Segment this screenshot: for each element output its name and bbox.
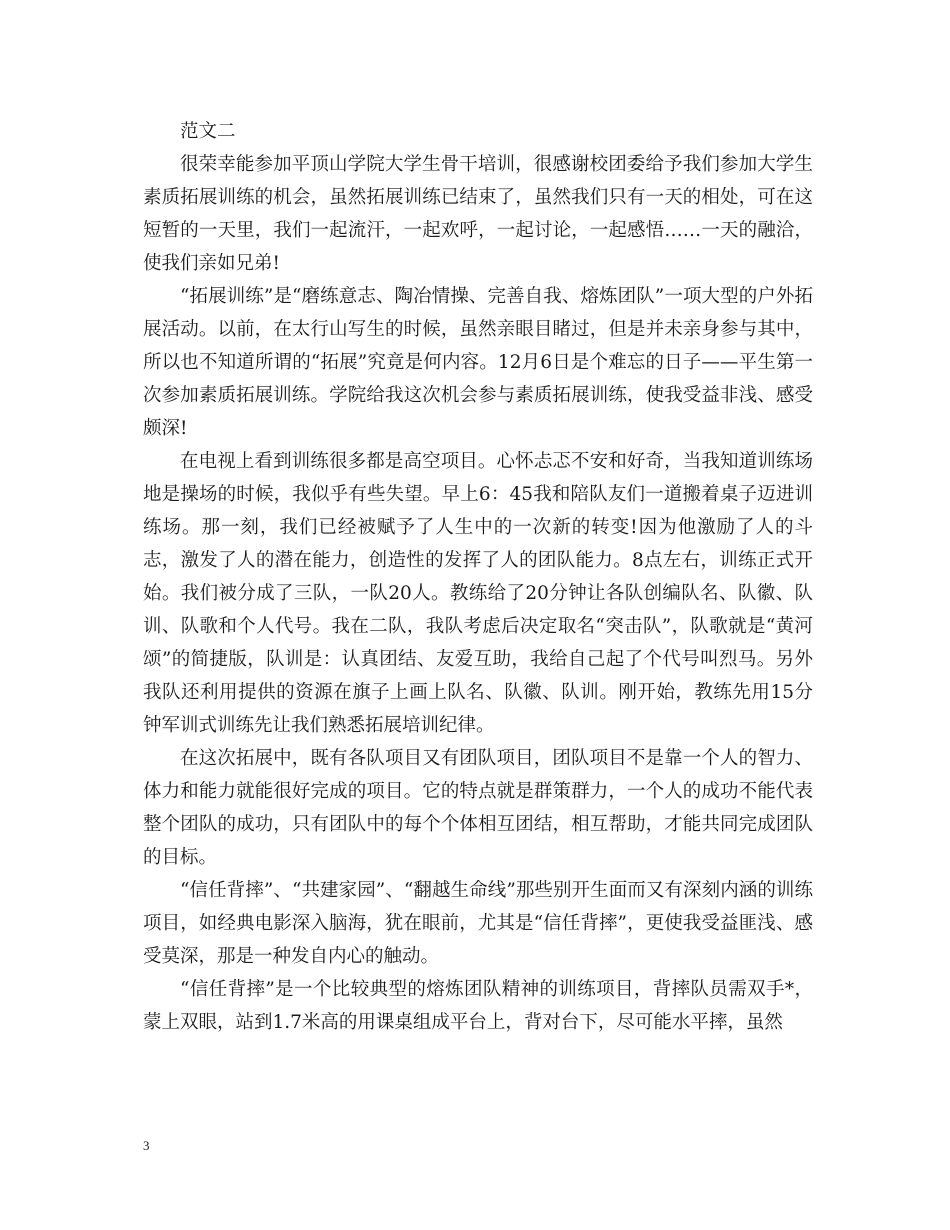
page-number: 3 bbox=[143, 1138, 150, 1153]
paragraph-4: 在这次拓展中，既有各队项目又有团队项目，团队项目不是靠一个人的智力、体力和能力就能很好完成的项目。它的特点就是群策群力，一个人的成功不能代表整个团队的成功，只有团队中的每个个体相互团结，相互帮助，才能共同完成团队的目标。 bbox=[143, 748, 813, 868]
paragraph-2: “拓展训练”是“磨练意志、陶冶情操、完善自我、熔炼团队”一项大型的户外拓展活动。以前，在太行山写生的时候，虽然亲眼目睹过，但是并未亲身参与其中，所以也不知道所谓的“拓展”究竟是何内容。12月6日是个难忘的日子——平生第一次参加素质拓展训练。学院给我这次机会参与素质拓展训练，使我受益非浅、感受颇深! bbox=[143, 286, 813, 439]
section-heading: 范文二 bbox=[180, 121, 236, 142]
paragraph-1: 很荣幸能参加平顶山学院大学生骨干培训，很感谢校团委给予我们参加大学生素质拓展训练的机会，虽然拓展训练已结束了，虽然我们只有一天的相处，可在这短暂的一天里，我们一起流汗，一起欢呼，一起讨论，一起感悟……一天的融洽，使我们亲如兄弟! bbox=[143, 154, 813, 274]
document-body bbox=[143, 115, 813, 1039]
paragraph-5: “信任背摔”、“共建家园”、“翻越生命线”那些别开生面而又有深刻内涵的训练项目，如经典电影深入脑海，犹在眼前，尤其是“信任背摔”，更使我受益匪浅、感受莫深，那是一种发自内心的触动。 bbox=[143, 880, 813, 967]
paragraph-6: “信任背摔”是一个比较典型的熔炼团队精神的训练项目，背摔队员需双手*，蒙上双眼，站到1.7米高的用课桌组成平台上，背对台下，尽可能水平摔，虽然 bbox=[143, 979, 813, 1033]
paragraph-3: 在电视上看到训练很多都是高空项目。心怀忐忑不安和好奇，当我知道训练场地是操场的时候，我似乎有些失望。早上6：45我和陪队友们一道搬着桌子迈进训练场。那一刻，我们已经被赋予了人生中的一次新的转变!因为他激励了人的斗志，激发了人的潜在能力，创造性的发挥了人的团队能力。8点左右，训练正式开始。我们被分成了三队，一队20人。教练给了20分钟让各队创编队名、队徽、队训、队歌和个人代号。我在二队，我队考虑后决定取名“突击队”，队歌就是“黄河颂”的简捷版，队训是：认真团结、友爱互助，我给自己起了个代号叫烈马。另外我队还利用提供的资源在旗子上画上队名、队徽、队训。刚开始，教练先用15分钟军训式训练先让我们熟悉拓展培训纪律。 bbox=[143, 451, 813, 736]
